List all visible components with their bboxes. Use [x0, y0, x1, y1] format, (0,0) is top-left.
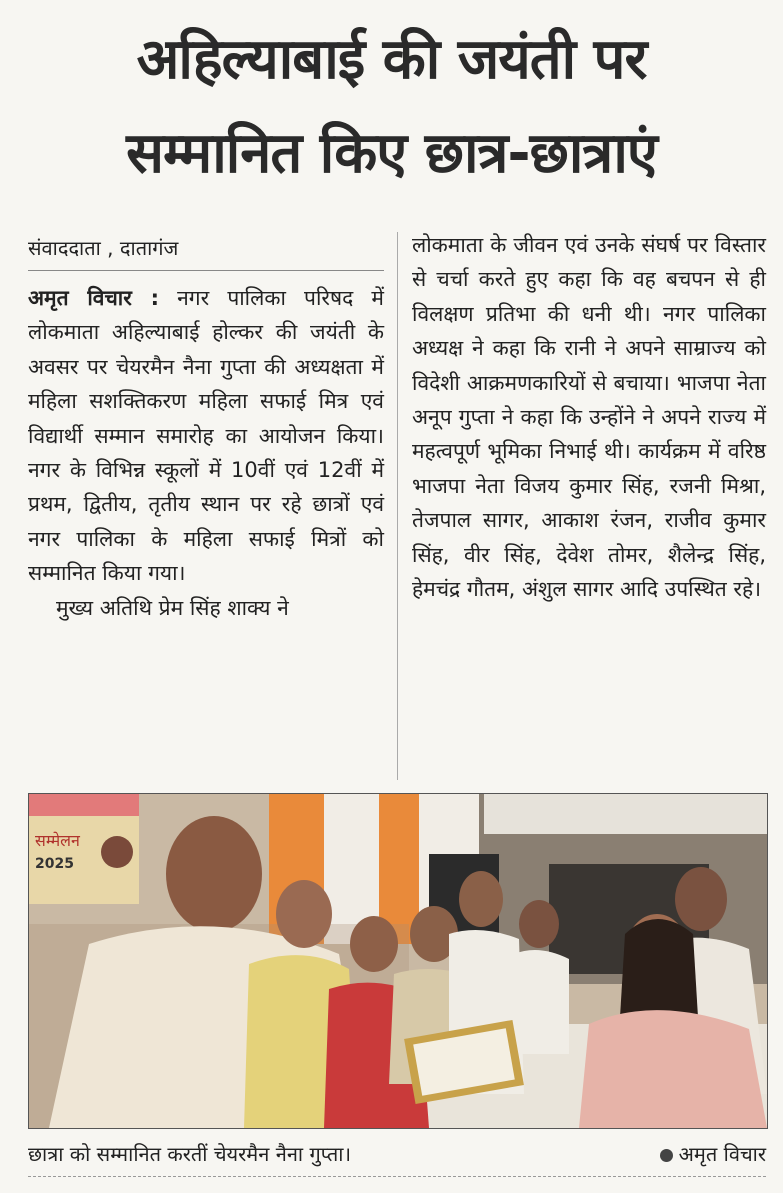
photo-caption-bar	[28, 1134, 766, 1174]
event-photo-illustration	[29, 794, 767, 1128]
photo-caption: छात्रा को सम्मानित करतीं चेयरमैन नैना गुप्ता।	[28, 1142, 352, 1166]
photo-credit-text: अमृत विचार	[678, 1142, 766, 1166]
column-divider	[397, 232, 398, 780]
right-paragraph: लोकमाता के जीवन एवं उनके संघर्ष पर विस्तार से चर्चा करते हुए कहा कि वह बचपन से ही विलक्षण प्रतिभा की धनी थी। नगर पालिका अध्यक्ष ने कहा कि रानी ने अपने साम्राज्य को विदेशी आक्रमणकारियों से बचाया। भाजपा नेता अनूप गुप्ता ने कहा कि उन्होंने ने अपने राज्य में महत्वपूर्ण भूमिका निभाई थी। कार्यक्रम में वरिष्ठ भाजपा नेता विजय कुमार सिंह, रजनी मिश्रा, तेजपाल सागर, आकाश रंजन, राजीव कुमार सिंह, वीर सिंह, देवेश तोमर, शैलेन्द्र सिंह, हेमचंद्र गौतम, अंशुल सागर आदि उपस्थित रहे।	[412, 233, 766, 602]
right-column	[412, 228, 766, 606]
left-paragraph-1-text: नगर पालिका परिषद में लोकमाता अहिल्याबाई होल्कर की जयंती के अवसर पर चेयरमैन नैना गुप्ता की अध्यक्षता में महिला सशक्तिकरण महिला सफाई मित्र एवं विद्यार्थी सम्मान समारोह का आयोजन किया। नगर के विभिन्न स्कूलों में 10वीं एवं 12वीं में प्रथम, द्वितीय, तृतीय स्थान पर रहे छात्रों एवं नगर पालिका के महिला सफाई मित्रों को सम्मानित किया गया।	[28, 286, 384, 586]
bottom-divider	[28, 1176, 766, 1177]
headline-line-2: सम्मानित किए छात्र-छात्राएं	[126, 121, 657, 186]
banner-text: सम्मेलन	[35, 831, 80, 850]
left-paragraph-1	[28, 281, 384, 591]
bullet-icon	[660, 1149, 673, 1162]
banner-year: 2025	[35, 856, 74, 872]
byline: संवाददाता , दातागंज	[28, 236, 179, 260]
dateline: अमृत विचार :	[28, 286, 159, 310]
left-paragraph-2: मुख्य अतिथि प्रेम सिंह शाक्य ने	[56, 595, 289, 620]
event-photo	[28, 793, 768, 1129]
photo-credit	[660, 1134, 766, 1174]
left-column	[28, 228, 384, 625]
headline-line-1: अहिल्याबाई की जयंती पर	[136, 27, 647, 92]
byline-divider	[28, 270, 384, 271]
